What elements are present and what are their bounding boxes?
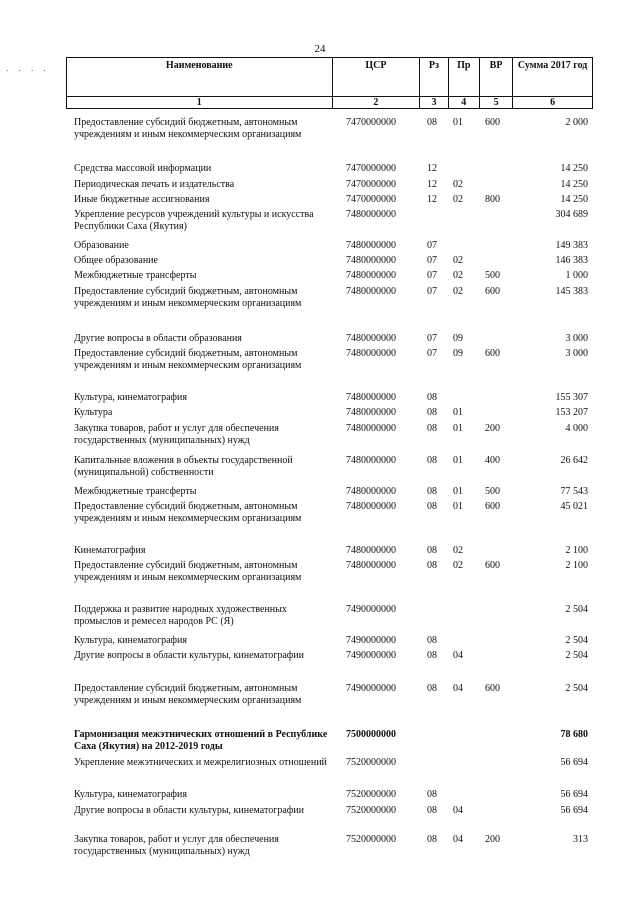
- cell-name: Капитальные вложения в объекты государственной (муниципальной) собственности: [74, 455, 293, 478]
- cell-name: Культура, кинематография: [74, 789, 187, 800]
- cell-pr: 01: [453, 117, 463, 128]
- cell-csr: 7520000000: [346, 757, 396, 768]
- cell-sum: 56 694: [560, 789, 588, 800]
- cell-rz: 12: [427, 163, 437, 174]
- cell-sum: 145 383: [555, 286, 588, 297]
- cell-csr: 7480000000: [346, 286, 396, 297]
- cell-csr: 7480000000: [346, 333, 396, 344]
- cell-rz: 08: [427, 423, 437, 434]
- cell-csr: 7480000000: [346, 501, 396, 512]
- cell-sum: 45 021: [560, 501, 588, 512]
- cell-csr: 7480000000: [346, 423, 396, 434]
- cell-sum: 14 250: [560, 194, 588, 205]
- header-csr: ЦСР: [332, 58, 420, 97]
- cell-rz: 08: [427, 407, 437, 418]
- cell-name: Другие вопросы в области культуры, кинематографии: [74, 805, 304, 816]
- cell-pr: 04: [453, 650, 463, 661]
- cell-pr: 02: [453, 286, 463, 297]
- cell-csr: 7480000000: [346, 209, 396, 220]
- cell-sum: 4 000: [565, 423, 588, 434]
- cell-csr: 7480000000: [346, 240, 396, 251]
- cell-rz: 07: [427, 255, 437, 266]
- cell-name: Культура, кинематография: [74, 635, 187, 646]
- header-sum: Сумма 2017 год: [513, 58, 593, 97]
- cell-pr: 02: [453, 545, 463, 556]
- cell-name: Межбюджетные трансферты: [74, 270, 197, 281]
- cell-vr: 500: [485, 270, 500, 281]
- cell-pr: 04: [453, 683, 463, 694]
- cell-name: Периодическая печать и издательства: [74, 179, 235, 190]
- cell-vr: 600: [485, 117, 500, 128]
- cell-rz: 07: [427, 348, 437, 359]
- cell-csr: 7520000000: [346, 789, 396, 800]
- cell-vr: 400: [485, 455, 500, 466]
- cell-rz: 08: [427, 545, 437, 556]
- cell-sum: 2 100: [565, 560, 588, 571]
- cell-sum: 56 694: [560, 757, 588, 768]
- cell-vr: 600: [485, 501, 500, 512]
- cell-sum: 2 504: [565, 683, 588, 694]
- cell-rz: 08: [427, 805, 437, 816]
- header-num-4: 4: [448, 97, 479, 109]
- cell-pr: 02: [453, 560, 463, 571]
- cell-name: Культура, кинематография: [74, 392, 187, 403]
- header-num-6: 6: [513, 97, 593, 109]
- header-num-5: 5: [479, 97, 512, 109]
- page-number: 24: [314, 43, 326, 55]
- cell-pr: 09: [453, 333, 463, 344]
- cell-rz: 08: [427, 486, 437, 497]
- cell-name: Предоставление субсидий бюджетным, автономным учреждениям и иным некоммерческим организациям: [74, 286, 302, 309]
- cell-name: Поддержка и развитие народных художественных промыслов и ремесел народов РС (Я): [74, 604, 287, 627]
- cell-csr: 7470000000: [346, 117, 396, 128]
- cell-csr: 7480000000: [346, 348, 396, 359]
- cell-rz: 12: [427, 179, 437, 190]
- cell-csr: 7480000000: [346, 486, 396, 497]
- cell-vr: 600: [485, 286, 500, 297]
- cell-sum: 14 250: [560, 179, 588, 190]
- cell-rz: 08: [427, 683, 437, 694]
- cell-pr: 02: [453, 255, 463, 266]
- cell-csr: 7470000000: [346, 179, 396, 190]
- cell-csr: 7480000000: [346, 560, 396, 571]
- cell-vr: 800: [485, 194, 500, 205]
- cell-name: Общее образование: [74, 255, 158, 266]
- cell-pr: 02: [453, 270, 463, 281]
- cell-csr: 7480000000: [346, 255, 396, 266]
- cell-sum: 56 694: [560, 805, 588, 816]
- cell-name: Закупка товаров, работ и услуг для обеспечения государственных (муниципальных) нужд: [74, 834, 279, 857]
- cell-name: Другие вопросы в области культуры, кинематографии: [74, 650, 304, 661]
- cell-sum: 2 504: [565, 650, 588, 661]
- cell-sum: 146 383: [555, 255, 588, 266]
- cell-name: Межбюджетные трансферты: [74, 486, 197, 497]
- cell-sum: 153 207: [555, 407, 588, 418]
- cell-vr: 200: [485, 423, 500, 434]
- cell-vr: 600: [485, 560, 500, 571]
- cell-name: Средства массовой информации: [74, 163, 212, 174]
- cell-pr: 04: [453, 834, 463, 845]
- cell-vr: 500: [485, 486, 500, 497]
- cell-vr: 200: [485, 834, 500, 845]
- cell-pr: 01: [453, 486, 463, 497]
- cell-rz: 08: [427, 501, 437, 512]
- cell-pr: 04: [453, 805, 463, 816]
- cell-csr: 7480000000: [346, 270, 396, 281]
- cell-name: Кинематография: [74, 545, 146, 556]
- cell-name: Культура: [74, 407, 113, 418]
- cell-vr: 600: [485, 683, 500, 694]
- cell-pr: 02: [453, 179, 463, 190]
- cell-name: Предоставление субсидий бюджетным, автономным учреждениям и иным некоммерческим организациям: [74, 501, 302, 524]
- cell-csr: 7490000000: [346, 683, 396, 694]
- cell-csr: 7470000000: [346, 194, 396, 205]
- cell-name: Укрепление межэтнических и межрелигиозных отношений: [74, 757, 327, 768]
- cell-rz: 07: [427, 286, 437, 297]
- cell-rz: 12: [427, 194, 437, 205]
- cell-rz: 08: [427, 560, 437, 571]
- cell-sum: 77 543: [560, 486, 588, 497]
- header-vr: ВР: [479, 58, 512, 97]
- cell-name: Закупка товаров, работ и услуг для обеспечения государственных (муниципальных) нужд: [74, 423, 279, 446]
- header-num-3: 3: [420, 97, 448, 109]
- cell-sum: 2 504: [565, 635, 588, 646]
- cell-sum: 26 642: [560, 455, 588, 466]
- cell-sum: 149 383: [555, 240, 588, 251]
- cell-name: Предоставление субсидий бюджетным, автономным учреждениям и иным некоммерческим организациям: [74, 117, 302, 140]
- cell-sum: 78 680: [560, 729, 588, 740]
- cell-rz: 08: [427, 834, 437, 845]
- cell-sum: 3 000: [565, 333, 588, 344]
- cell-rz: 08: [427, 392, 437, 403]
- cell-pr: 01: [453, 455, 463, 466]
- cell-csr: 7480000000: [346, 455, 396, 466]
- cell-csr: 7500000000: [346, 729, 396, 740]
- header-pr: Пр: [448, 58, 479, 97]
- cell-csr: 7490000000: [346, 635, 396, 646]
- cell-rz: 07: [427, 270, 437, 281]
- cell-rz: 08: [427, 117, 437, 128]
- cell-rz: 07: [427, 240, 437, 251]
- cell-sum: 3 000: [565, 348, 588, 359]
- cell-rz: 08: [427, 635, 437, 646]
- cell-sum: 304 689: [555, 209, 588, 220]
- cell-pr: 01: [453, 501, 463, 512]
- cell-name: Укрепление ресурсов учреждений культуры и искусства Республики Саха (Якутия): [74, 209, 314, 232]
- cell-csr: 7470000000: [346, 163, 396, 174]
- cell-sum: 2 000: [565, 117, 588, 128]
- cell-sum: 1 000: [565, 270, 588, 281]
- cell-sum: 313: [573, 834, 588, 845]
- cell-rz: 08: [427, 455, 437, 466]
- header-name: Наименование: [67, 58, 333, 97]
- cell-csr: 7490000000: [346, 604, 396, 615]
- cell-name: Гармонизация межэтнических отношений в Республике Саха (Якутия) на 2012-2019 годы: [74, 729, 328, 752]
- cell-csr: 7480000000: [346, 407, 396, 418]
- cell-name: Предоставление субсидий бюджетным, автономным учреждениям и иным некоммерческим организациям: [74, 348, 302, 371]
- header-rz: Рз: [420, 58, 448, 97]
- cell-vr: 600: [485, 348, 500, 359]
- cell-pr: 01: [453, 423, 463, 434]
- cell-rz: 08: [427, 650, 437, 661]
- table-header: [66, 57, 593, 109]
- cell-pr: 02: [453, 194, 463, 205]
- cell-name: Образование: [74, 240, 129, 251]
- cell-csr: 7490000000: [346, 650, 396, 661]
- cell-csr: 7480000000: [346, 392, 396, 403]
- cell-pr: 01: [453, 407, 463, 418]
- cell-rz: 08: [427, 789, 437, 800]
- margin-marks: . . . .: [6, 63, 50, 73]
- cell-csr: 7520000000: [346, 834, 396, 845]
- cell-rz: 07: [427, 333, 437, 344]
- cell-csr: 7520000000: [346, 805, 396, 816]
- cell-name: Иные бюджетные ассигнования: [74, 194, 210, 205]
- cell-name: Предоставление субсидий бюджетным, автономным учреждениям и иным некоммерческим организациям: [74, 560, 302, 583]
- cell-name: Предоставление субсидий бюджетным, автономным учреждениям и иным некоммерческим организациям: [74, 683, 302, 706]
- cell-sum: 2 504: [565, 604, 588, 615]
- cell-sum: 14 250: [560, 163, 588, 174]
- cell-sum: 2 100: [565, 545, 588, 556]
- header-num-2: 2: [332, 97, 420, 109]
- cell-pr: 09: [453, 348, 463, 359]
- cell-sum: 155 307: [555, 392, 588, 403]
- cell-csr: 7480000000: [346, 545, 396, 556]
- header-num-1: 1: [67, 97, 333, 109]
- cell-name: Другие вопросы в области образования: [74, 333, 242, 344]
